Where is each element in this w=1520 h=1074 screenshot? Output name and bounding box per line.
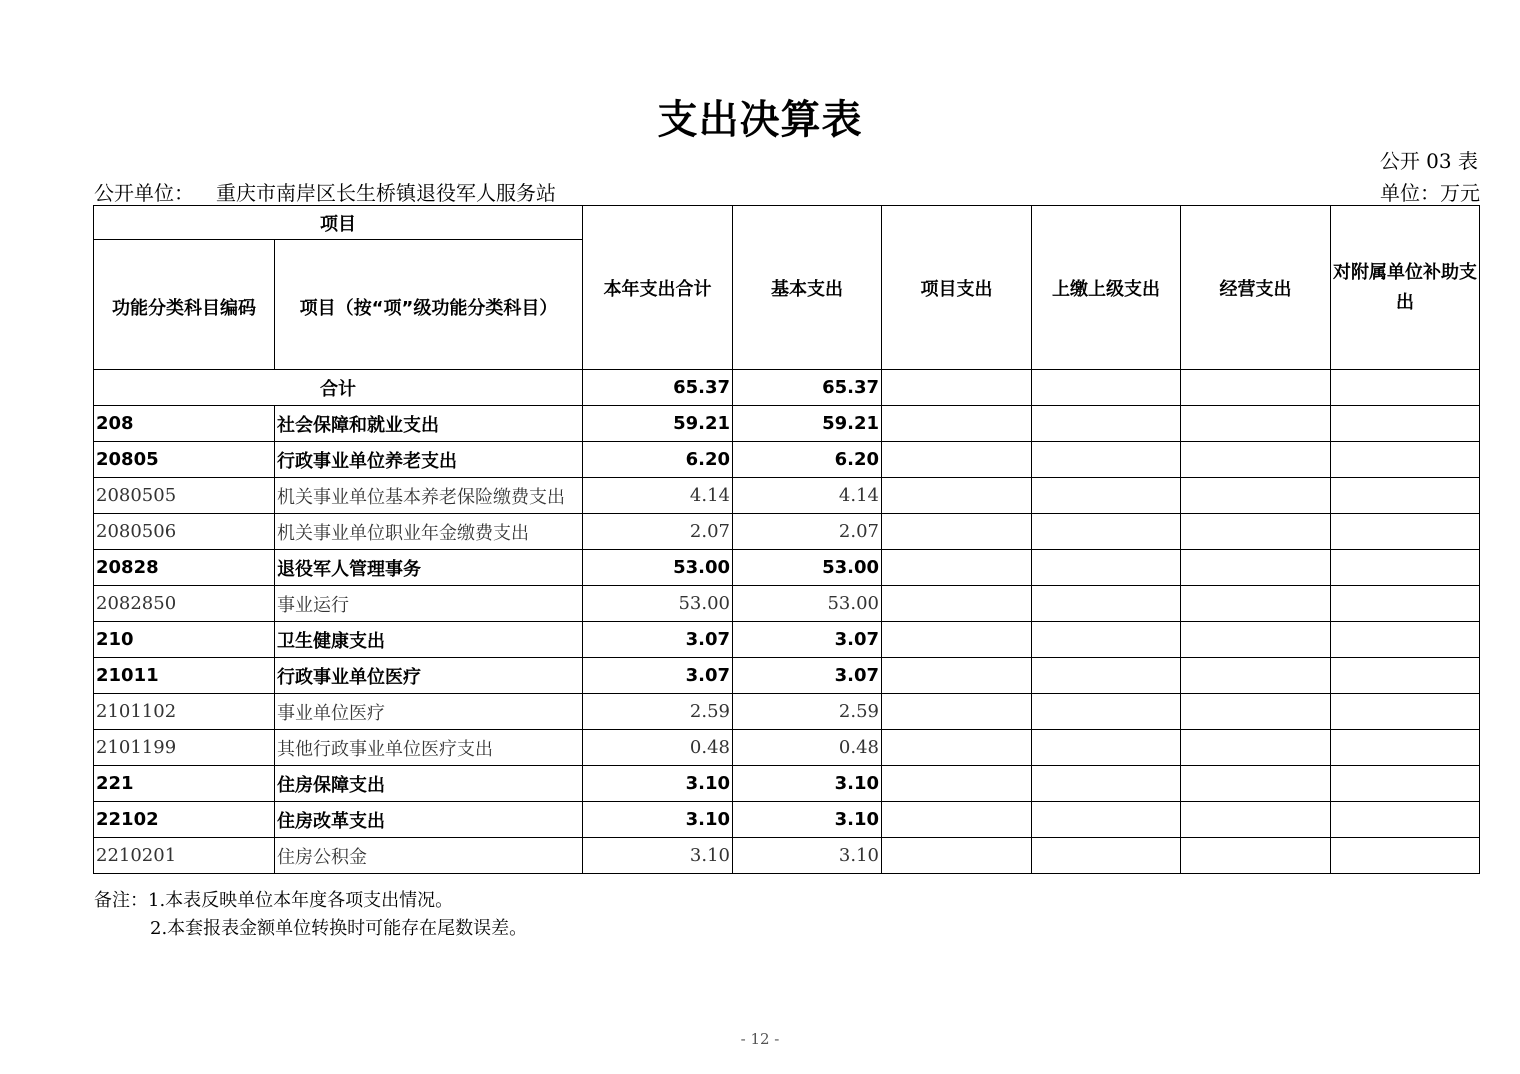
empty-cell xyxy=(1331,802,1480,838)
notes xyxy=(94,887,527,943)
header-project: 项目支出 xyxy=(882,206,1032,370)
total-cell: 4.14 xyxy=(583,478,733,514)
table-row xyxy=(94,406,1480,442)
total-sum: 65.37 xyxy=(583,370,733,406)
empty-cell xyxy=(1032,766,1181,802)
table-row xyxy=(94,586,1480,622)
name-cell: 行政事业单位医疗 xyxy=(275,658,583,694)
total-row xyxy=(94,370,1480,406)
note-line-1: 备注：1.本表反映单位本年度各项支出情况。 xyxy=(94,890,454,911)
org-info xyxy=(94,177,556,206)
code-cell: 2101102 xyxy=(94,694,275,730)
unit-label: 单位：万元 xyxy=(1380,181,1480,205)
name-cell: 行政事业单位养老支出 xyxy=(275,442,583,478)
basic-cell: 2.59 xyxy=(733,694,882,730)
empty-cell xyxy=(1181,370,1331,406)
total-cell: 0.48 xyxy=(583,730,733,766)
empty-cell xyxy=(1181,622,1331,658)
empty-cell xyxy=(1331,838,1480,874)
name-cell: 退役军人管理事务 xyxy=(275,550,583,586)
total-cell: 3.07 xyxy=(583,622,733,658)
unit-info-row xyxy=(94,177,1480,205)
page-title: 支出决算表 xyxy=(657,97,863,143)
page-number: - 12 - xyxy=(740,1030,780,1048)
code-cell: 2080506 xyxy=(94,514,275,550)
basic-cell: 59.21 xyxy=(733,406,882,442)
empty-cell xyxy=(1331,586,1480,622)
total-label: 合计 xyxy=(94,370,583,406)
empty-cell xyxy=(1032,658,1181,694)
table-row xyxy=(94,478,1480,514)
total-cell: 3.07 xyxy=(583,658,733,694)
total-cell: 53.00 xyxy=(583,586,733,622)
header-basic: 基本支出 xyxy=(733,206,882,370)
basic-cell: 4.14 xyxy=(733,478,882,514)
total-cell: 3.10 xyxy=(583,766,733,802)
empty-cell xyxy=(882,550,1032,586)
basic-cell: 3.07 xyxy=(733,622,882,658)
empty-cell xyxy=(1331,694,1480,730)
empty-cell xyxy=(1032,514,1181,550)
note-line-2: 2.本套报表金额单位转换时可能存在尾数误差。 xyxy=(150,918,528,939)
expenditure-table xyxy=(93,205,1480,874)
empty-cell xyxy=(882,586,1032,622)
header-name: 项目（按“项”级功能分类科目） xyxy=(275,240,583,370)
total-cell: 2.07 xyxy=(583,514,733,550)
code-cell: 210 xyxy=(94,622,275,658)
empty-cell xyxy=(882,622,1032,658)
table-row xyxy=(94,802,1480,838)
empty-cell xyxy=(1032,586,1181,622)
org-name: 重庆市南岸区长生桥镇退役军人服务站 xyxy=(216,181,556,205)
table-row xyxy=(94,694,1480,730)
name-cell: 其他行政事业单位医疗支出 xyxy=(275,730,583,766)
basic-cell: 3.10 xyxy=(733,838,882,874)
empty-cell xyxy=(1181,514,1331,550)
empty-cell xyxy=(1181,406,1331,442)
empty-cell xyxy=(1032,370,1181,406)
total-cell: 6.20 xyxy=(583,442,733,478)
basic-cell: 6.20 xyxy=(733,442,882,478)
empty-cell xyxy=(882,730,1032,766)
code-cell: 2210201 xyxy=(94,838,275,874)
name-cell: 事业单位医疗 xyxy=(275,694,583,730)
empty-cell xyxy=(1032,730,1181,766)
basic-cell: 53.00 xyxy=(733,550,882,586)
code-cell: 20805 xyxy=(94,442,275,478)
empty-cell xyxy=(882,766,1032,802)
org-label: 公开单位： xyxy=(94,181,194,205)
total-cell: 2.59 xyxy=(583,694,733,730)
empty-cell xyxy=(1032,550,1181,586)
empty-cell xyxy=(1331,730,1480,766)
total-cell: 59.21 xyxy=(583,406,733,442)
empty-cell xyxy=(882,370,1032,406)
header-subsidy: 对附属单位补助支出 xyxy=(1331,206,1480,370)
empty-cell xyxy=(1181,694,1331,730)
header-total: 本年支出合计 xyxy=(583,206,733,370)
empty-cell xyxy=(1032,802,1181,838)
total-cell: 3.10 xyxy=(583,838,733,874)
empty-cell xyxy=(882,658,1032,694)
code-cell: 2082850 xyxy=(94,586,275,622)
total-cell: 53.00 xyxy=(583,550,733,586)
code-cell: 2101199 xyxy=(94,730,275,766)
empty-cell xyxy=(1331,442,1480,478)
header-business: 经营支出 xyxy=(1181,206,1331,370)
basic-cell: 0.48 xyxy=(733,730,882,766)
name-cell: 住房公积金 xyxy=(275,838,583,874)
table-row xyxy=(94,622,1480,658)
name-cell: 机关事业单位职业年金缴费支出 xyxy=(275,514,583,550)
basic-cell: 2.07 xyxy=(733,514,882,550)
name-cell: 住房保障支出 xyxy=(275,766,583,802)
empty-cell xyxy=(882,514,1032,550)
code-cell: 208 xyxy=(94,406,275,442)
name-cell: 机关事业单位基本养老保险缴费支出 xyxy=(275,478,583,514)
empty-cell xyxy=(1032,838,1181,874)
basic-cell: 3.07 xyxy=(733,658,882,694)
basic-cell: 53.00 xyxy=(733,586,882,622)
empty-cell xyxy=(1331,550,1480,586)
empty-cell xyxy=(1181,802,1331,838)
empty-cell xyxy=(1181,586,1331,622)
total-cell: 3.10 xyxy=(583,802,733,838)
empty-cell xyxy=(1181,730,1331,766)
empty-cell xyxy=(1331,514,1480,550)
empty-cell xyxy=(1331,622,1480,658)
empty-cell xyxy=(1181,478,1331,514)
table-row xyxy=(94,442,1480,478)
empty-cell xyxy=(1032,478,1181,514)
empty-cell xyxy=(882,838,1032,874)
empty-cell xyxy=(1331,406,1480,442)
empty-cell xyxy=(1032,622,1181,658)
empty-cell xyxy=(1331,478,1480,514)
code-cell: 221 xyxy=(94,766,275,802)
table-row xyxy=(94,838,1480,874)
form-number: 公开 03 表 xyxy=(1379,149,1478,173)
code-cell: 22102 xyxy=(94,802,275,838)
table-body xyxy=(94,370,1480,874)
table-row xyxy=(94,766,1480,802)
table-row xyxy=(94,550,1480,586)
empty-cell xyxy=(882,406,1032,442)
name-cell: 住房改革支出 xyxy=(275,802,583,838)
basic-cell: 3.10 xyxy=(733,802,882,838)
header-group-item: 项目 xyxy=(94,206,583,240)
table-row xyxy=(94,658,1480,694)
code-cell: 21011 xyxy=(94,658,275,694)
empty-cell xyxy=(1181,658,1331,694)
header-row-1 xyxy=(94,206,1480,240)
empty-cell xyxy=(882,442,1032,478)
empty-cell xyxy=(1032,406,1181,442)
code-cell: 2080505 xyxy=(94,478,275,514)
empty-cell xyxy=(1331,370,1480,406)
name-cell: 社会保障和就业支出 xyxy=(275,406,583,442)
empty-cell xyxy=(1181,550,1331,586)
empty-cell xyxy=(1181,442,1331,478)
empty-cell xyxy=(1331,658,1480,694)
empty-cell xyxy=(1032,442,1181,478)
name-cell: 卫生健康支出 xyxy=(275,622,583,658)
table-row xyxy=(94,730,1480,766)
header-code: 功能分类科目编码 xyxy=(94,240,275,370)
name-cell: 事业运行 xyxy=(275,586,583,622)
code-cell: 20828 xyxy=(94,550,275,586)
empty-cell xyxy=(882,478,1032,514)
table-row xyxy=(94,514,1480,550)
empty-cell xyxy=(882,802,1032,838)
empty-cell xyxy=(1181,766,1331,802)
total-basic: 65.37 xyxy=(733,370,882,406)
basic-cell: 3.10 xyxy=(733,766,882,802)
empty-cell xyxy=(882,694,1032,730)
header-upper: 上缴上级支出 xyxy=(1032,206,1181,370)
empty-cell xyxy=(1331,766,1480,802)
empty-cell xyxy=(1032,694,1181,730)
empty-cell xyxy=(1181,838,1331,874)
